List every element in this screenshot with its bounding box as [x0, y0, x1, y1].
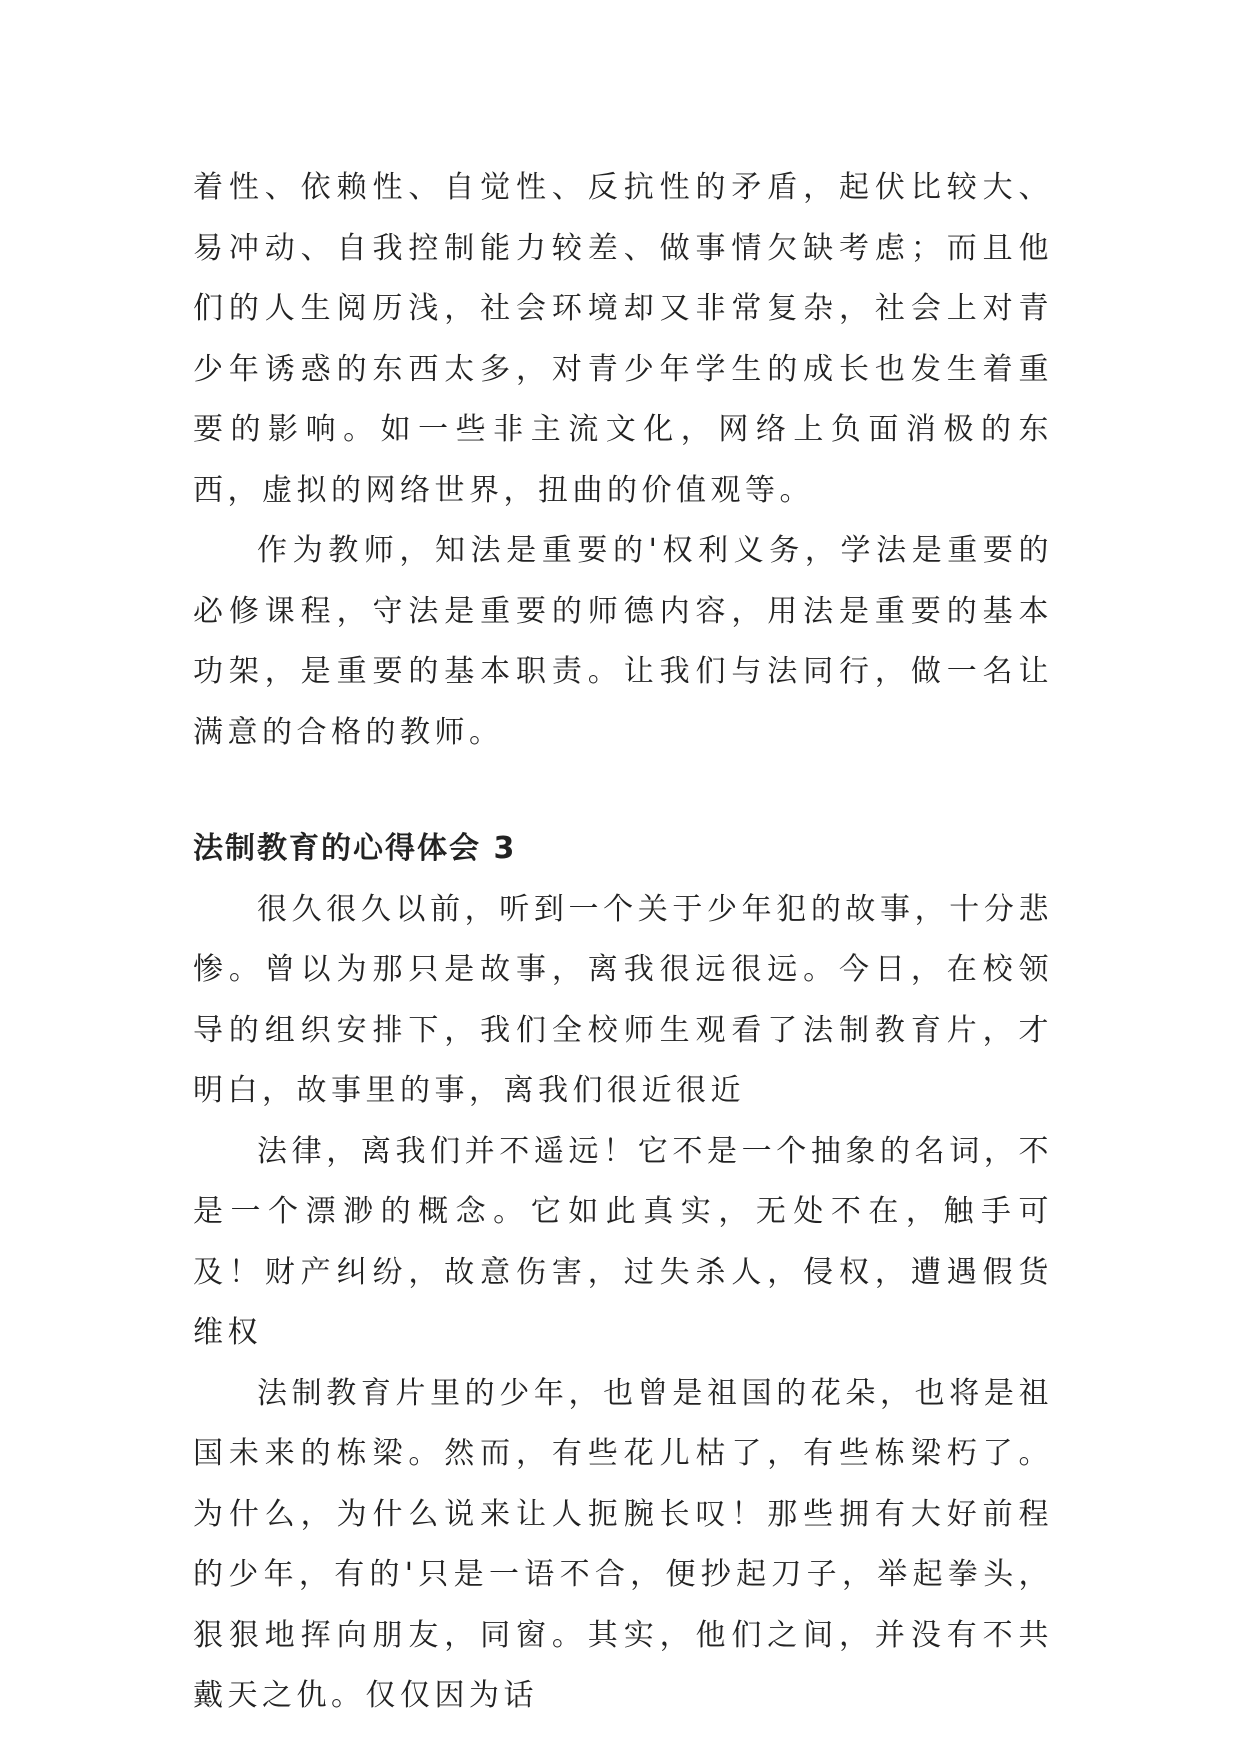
paragraph-5: 法制教育片里的少年，也曾是祖国的花朵，也将是祖国未来的栋梁。然而，有些花儿枯了，有些栋梁朽了。为什么，为什么说来让人扼腕长叹！那些拥有大好前程的少年，有的'只是一语不合，便抄起刀子，举起拳头，狠狠地挥向朋友，同窗。其实，他们之间，并没有不共戴天之仇。仅仅因为话 — [193, 1375, 1053, 1713]
document-body — [193, 158, 1053, 1727]
paragraph-4: 法律，离我们并不遥远！它不是一个抽象的名词，不是一个漂渺的概念。它如此真实，无处不在，触手可及！财产纠纷，故意伤害，过失杀人，侵权，遭遇假货维权 — [193, 1133, 1053, 1350]
paragraph-2: 作为教师，知法是重要的'权利义务，学法是重要的必修课程，守法是重要的师德内容，用法是重要的基本功架，是重要的基本职责。让我们与法同行，做一名让满意的合格的教师。 — [193, 533, 1053, 750]
paragraph-1: 着性、依赖性、自觉性、反抗性的矛盾，起伏比较大、易冲动、自我控制能力较差、做事情欠缺考虑；而且他们的人生阅历浅，社会环境却又非常复杂，社会上对青少年诱惑的东西太多，对青少年学生的成长也发生着重要的影响。如一些非主流文化，网络上负面消极的东西，虚拟的网络世界，扭曲的价值观等。 — [193, 170, 1053, 508]
section-heading: 法制教育的心得体会 3 — [193, 831, 517, 866]
section-gap — [193, 763, 1053, 819]
paragraph-3: 很久很久以前，听到一个关于少年犯的故事，十分悲惨。曾以为那只是故事，离我很远很远。今日，在校领导的组织安排下，我们全校师生观看了法制教育片，才明白，故事里的事，离我们很近很近 — [193, 891, 1053, 1108]
